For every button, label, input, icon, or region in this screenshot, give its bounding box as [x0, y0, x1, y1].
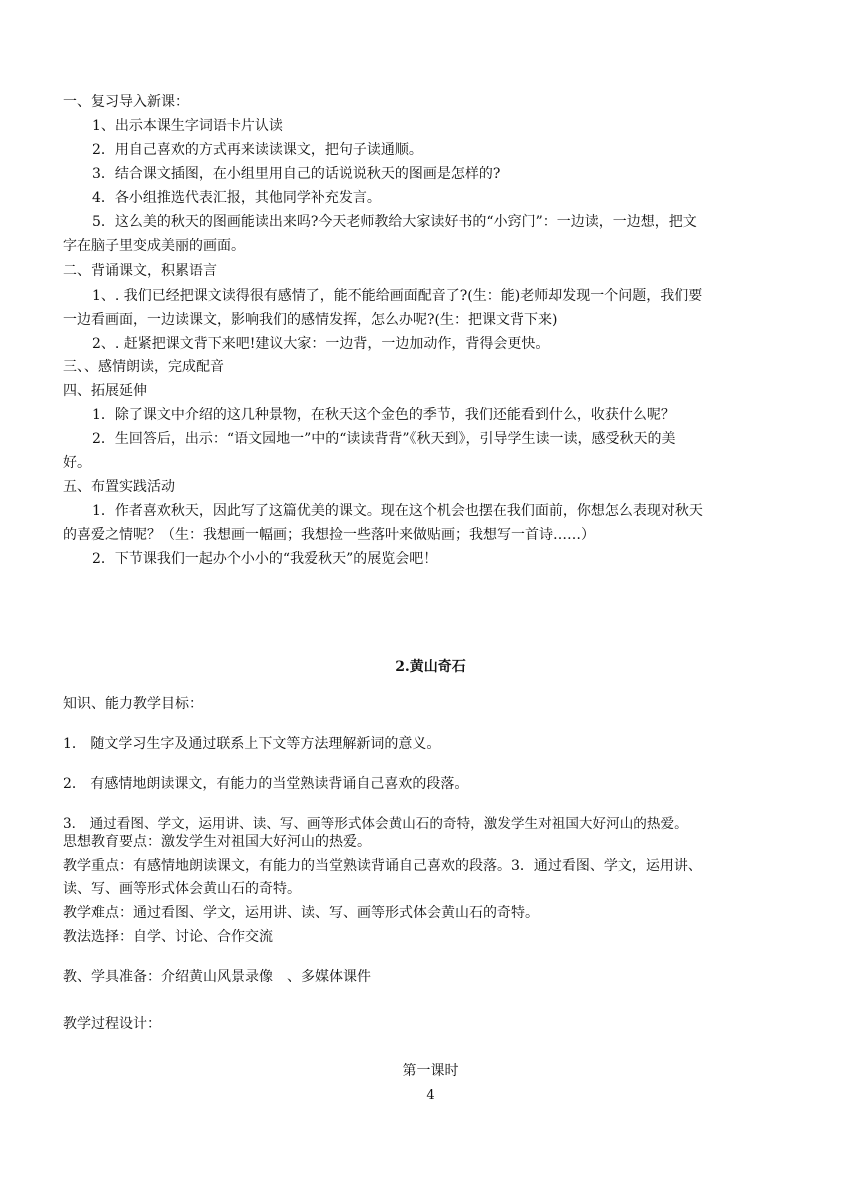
key-points-line-2: 读、写、画等形式体会黄山石的奇特。 — [63, 881, 301, 897]
section4-heading: 四、拓展延伸 — [63, 383, 147, 399]
section5-item-1-cont: 的喜爱之情呢？（生：我想画一幅画；我想捡一些落叶来做贴画；我想写一首诗……） — [63, 527, 595, 543]
section4-item-2-cont: 好。 — [63, 455, 91, 471]
section5-heading: 五、布置实践活动 — [63, 479, 175, 495]
process-heading: 教学过程设计： — [63, 1016, 161, 1032]
section2-item-2: 2、. 赶紧把课文背下来吧!建议大家：一边背，一边加动作，背得会更快。 — [92, 336, 550, 352]
section1-item-5-cont: 字在脑子里变成美丽的画面。 — [63, 238, 245, 254]
section3-heading: 三、、感情朗读，完成配音 — [63, 359, 224, 375]
section5-item-1: 1．作者喜欢秋天，因此写了这篇优美的课文。现在这个机会也摆在我们面前，你想怎么表现对秋天 — [92, 503, 703, 519]
goals-heading: 知识、能力教学目标： — [63, 696, 203, 712]
section4-item-1: 1．除了课文中介绍的这几种景物，在秋天这个金色的季节，我们还能看到什么，收获什么呢？ — [92, 407, 675, 423]
goal-3: 3． 通过看图、学文，运用讲、读、写、画等形式体会黄山石的奇特，激发学生对祖国大好河山的热爱。 — [63, 816, 688, 832]
section2-item-1: 1、. 我们已经把课文读得很有感情了，能不能给画面配音了?(生：能)老师却发现一个问题，我们要 — [92, 288, 703, 304]
section1-heading: 一、复习导入新课： — [63, 94, 189, 110]
section2-item-1-cont: 一边看画面，一边读课文，影响我们的感情发挥，怎么办呢?(生：把课文背下来) — [63, 312, 558, 328]
section1-item-4: 4．各小组推选代表汇报，其他同学补充发言。 — [92, 190, 381, 206]
section4-item-2: 2．生回答后，出示：“语文园地一”中的“读读背背”《秋天到》，引导学生读一读，感受秋天的美 — [92, 431, 676, 447]
page-number: 4 — [426, 1088, 435, 1103]
section5-item-2: 2．下节课我们一起办个小小的“我爱秋天”的展览会吧！ — [92, 551, 438, 567]
section1-item-3: 3．结合课文插图，在小组里用自己的话说说秋天的图画是怎样的? — [92, 166, 501, 182]
goal-1: 1． 随文学习生字及通过联系上下文等方法理解新词的意义。 — [63, 736, 441, 752]
lesson-title: 2.黄山奇石 — [395, 659, 466, 675]
section1-item-2: 2．用自己喜欢的方式再来读读课文，把句子读通顺。 — [92, 142, 423, 158]
teaching-tools: 教、学具准备：介绍黄山风景录像 、多媒体课件 — [63, 969, 371, 985]
teaching-method: 教法选择：自学、讨论、合作交流 — [63, 929, 273, 945]
section1-item-1: 1、出示本课生字词语卡片认读 — [92, 118, 283, 134]
difficulty: 教学难点：通过看图、学文，运用讲、读、写、画等形式体会黄山石的奇特。 — [63, 905, 539, 921]
moral-education: 思想教育要点：激发学生对祖国大好河山的热爱。 — [63, 834, 371, 850]
section1-item-5: 5．这么美的秋天的图画能读出来吗?今天老师教给大家读好书的“小窍门”：一边读，一边想，把文 — [92, 214, 697, 230]
key-points-line-1: 教学重点：有感情地朗读课文，有能力的当堂熟读背诵自己喜欢的段落。3．通过看图、学文，运用讲、 — [63, 858, 702, 874]
goal-2: 2． 有感情地朗读课文，有能力的当堂熟读背诵自己喜欢的段落。 — [63, 776, 469, 792]
section2-heading: 二、背诵课文，积累语言 — [63, 263, 217, 279]
period-label: 第一课时 — [402, 1063, 459, 1079]
